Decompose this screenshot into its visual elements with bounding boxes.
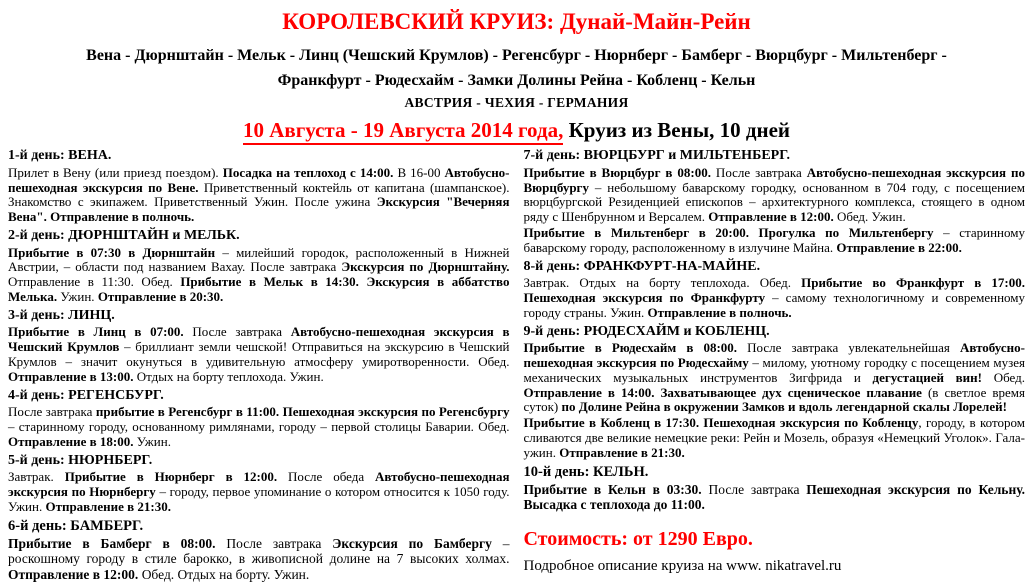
date-suffix: Круиз из Вены, 10 дней xyxy=(563,118,791,143)
day-block xyxy=(524,324,1026,461)
day-paragraph: После завтрака прибытие в Регенсбург в 11:00. Пешеходная экскурсия по Регенсбургу – старинному городу, основанному римлянами, городу – первой столицы Баварии. Обед. Отправление в 18:00. Ужин. xyxy=(8,404,510,449)
price-line: Стоимость: от 1290 Евро. xyxy=(523,528,753,551)
day-heading: 9-й день: РЮДЕСХАЙМ и КОБЛЕНЦ. xyxy=(523,323,770,339)
itinerary-right-column xyxy=(524,145,1026,576)
day-paragraph: Прибытие в Линц в 07:00. После завтрака Автобусно-пешеходная экскурсия в Чешский Крумлов – бриллиант земли чешской! Отправиться на экскурсию в Чешский Крумлов – значит окунуться в удивительную атмосферу умиротворенности. Обед. Отправление в 13:00. Отдых на борту теплохода. Ужин. xyxy=(8,324,510,384)
route-line-1: Вена - Дюрнштайн - Мельк - Линц (Чешский Крумлов) - Регенсбург - Нюрнберг - Бамберг - Вюрцбург - Мильтенберг - xyxy=(86,46,947,64)
itinerary-right-days xyxy=(524,148,1026,513)
page-title: КОРОЛЕВСКИЙ КРУИЗ: Дунай-Майн-Рейн xyxy=(282,9,751,34)
day-paragraph: Завтрак. Прибытие в Нюрнберг в 12:00. После обеда Автобусно-пешеходная экскурсия по Нюрнбергу – городу, первое упоминание о котором относится к 1050 году. Ужин. Отправление в 21:30. xyxy=(8,469,510,514)
day-paragraph: Прибытие в Кобленц в 17:30. Пешеходная экскурсия по Кобленцу, городу, в котором сливаются две великие немецкие реки: Рейн и Мозель, образуя «Немецкий Уголок». Гала-ужин. Отправление в 21:30. xyxy=(523,415,1025,460)
countries-line: АВСТРИЯ - ЧЕХИЯ - ГЕРМАНИЯ xyxy=(404,95,629,111)
day-block xyxy=(8,388,510,450)
day-block xyxy=(524,464,1026,513)
day-heading: 2-й день: ДЮРНШТАЙН и МЕЛЬК. xyxy=(8,228,240,244)
itinerary xyxy=(8,145,1025,585)
day-paragraph: Прибытие в 07:30 в Дюрнштайн – милейший городок, расположенный в Нижней Австрии, – области под названием Вахау. После завтрака Экскурсия по Дюрнштайну. Отправление в 11:30. Обед. Прибытие в Мельк в 14:30. Экскурсия в аббатство Мелька. Ужин. Отправление в 20:30. xyxy=(8,244,510,305)
day-heading: 6-й день: БАМБЕРГ. xyxy=(8,517,144,534)
day-heading: 7-й день: ВЮРЦБУРГ и МИЛЬТЕНБЕРГ. xyxy=(523,148,791,164)
day-heading: 1-й день: ВЕНА. xyxy=(8,148,112,164)
route-line xyxy=(10,43,1023,94)
day-paragraph: Прибытие в Бамберг в 08:00. После завтрака Экскурсия по Бамбергу – роскошному городу в стиле барокко, в живописной долине на 7 высоких холмах. Отправление в 12:00. Обед. Отдых на борту. Ужин. xyxy=(8,535,510,582)
route-line-2: Франкфурт - Рюдесхайм - Замки Долины Рейна - Кобленц - Кельн xyxy=(277,71,756,89)
day-paragraph: Прибытие в Мильтенберг в 20:00. Прогулка по Мильтенбергу – старинному баварскому городу, расположенному в излучине Майна. Отправление в 22:00. xyxy=(523,225,1025,255)
day-heading: 10-й день: КЕЛЬН. xyxy=(523,463,649,480)
day-block xyxy=(8,308,510,385)
day-block xyxy=(524,259,1026,321)
day-paragraph: Прибытие в Рюдесхайм в 08:00. После завтрака увлекательнейшая Автобусно-пешеходная экскурсия по Рюдесхайму – милому, уютному городку с посещением музея механических музыкальных инструментов Зигфрида и дегустацией вин! Обед. Отправление в 14:00. Захватывающее дух сценическое плавание (в светлое время суток) по Долине Рейна в окружении Замков и вдоль легендарной скалы Лорелей! xyxy=(523,340,1025,415)
day-heading: 4-й день: РЕГЕНСБУРГ. xyxy=(8,387,164,403)
itinerary-left-column xyxy=(8,145,510,585)
day-paragraph: Прилет в Вену (или приезд поездом). Посадка на теплоход с 14:00. В 16-00 Автобусно-пешеходная экскурсия по Вене. Приветственный коктейль от капитана (шампанское). Знакомство с экипажем. Приветственный Ужин. После ужина Экскурсия "Вечерняя Вена". Отправление в полночь. xyxy=(8,164,510,225)
day-heading: 3-й день: ЛИНЦ. xyxy=(8,307,115,323)
date-line xyxy=(8,118,1025,143)
day-paragraph: Завтрак. Отдых на борту теплохода. Обед. Прибытие во Франкфурт в 17:00. Пешеходная экскурсия по Франкфурту – самому технологичному и современному городу страны. Ужин. Отправление в полночь. xyxy=(523,275,1025,320)
day-paragraph: Прибытие в Вюрцбург в 08:00. После завтрака Автобусно-пешеходная экскурсия по Вюрцбургу – небольшому баварскому городку, основанном в 704 году, с посещением вюрцбургской Резиденцией епископов – архитектурного комплекса, стоящего в одном ряду с Шенбрунном и Версалем. Отправление в 12:00. Обед. Ужин. xyxy=(523,164,1025,225)
day-block xyxy=(8,453,510,515)
more-info-note: Подробное описание круиза на www. nikatravel.ru xyxy=(523,558,842,575)
day-heading: 8-й день: ФРАНКФУРТ-НА-МАЙНЕ. xyxy=(523,258,761,274)
day-block xyxy=(8,518,510,583)
day-block xyxy=(524,148,1026,255)
day-block xyxy=(8,228,510,305)
day-heading: 5-й день: НЮРНБЕРГ. xyxy=(8,452,153,468)
day-block xyxy=(8,148,510,225)
day-paragraph: Прибытие в Кельн в 03:30. После завтрака Пешеходная экскурсия по Кельну. Высадка с теплохода до 11:00. xyxy=(523,481,1025,513)
date-range: 10 Августа - 19 Августа 2014 года, xyxy=(243,118,563,145)
